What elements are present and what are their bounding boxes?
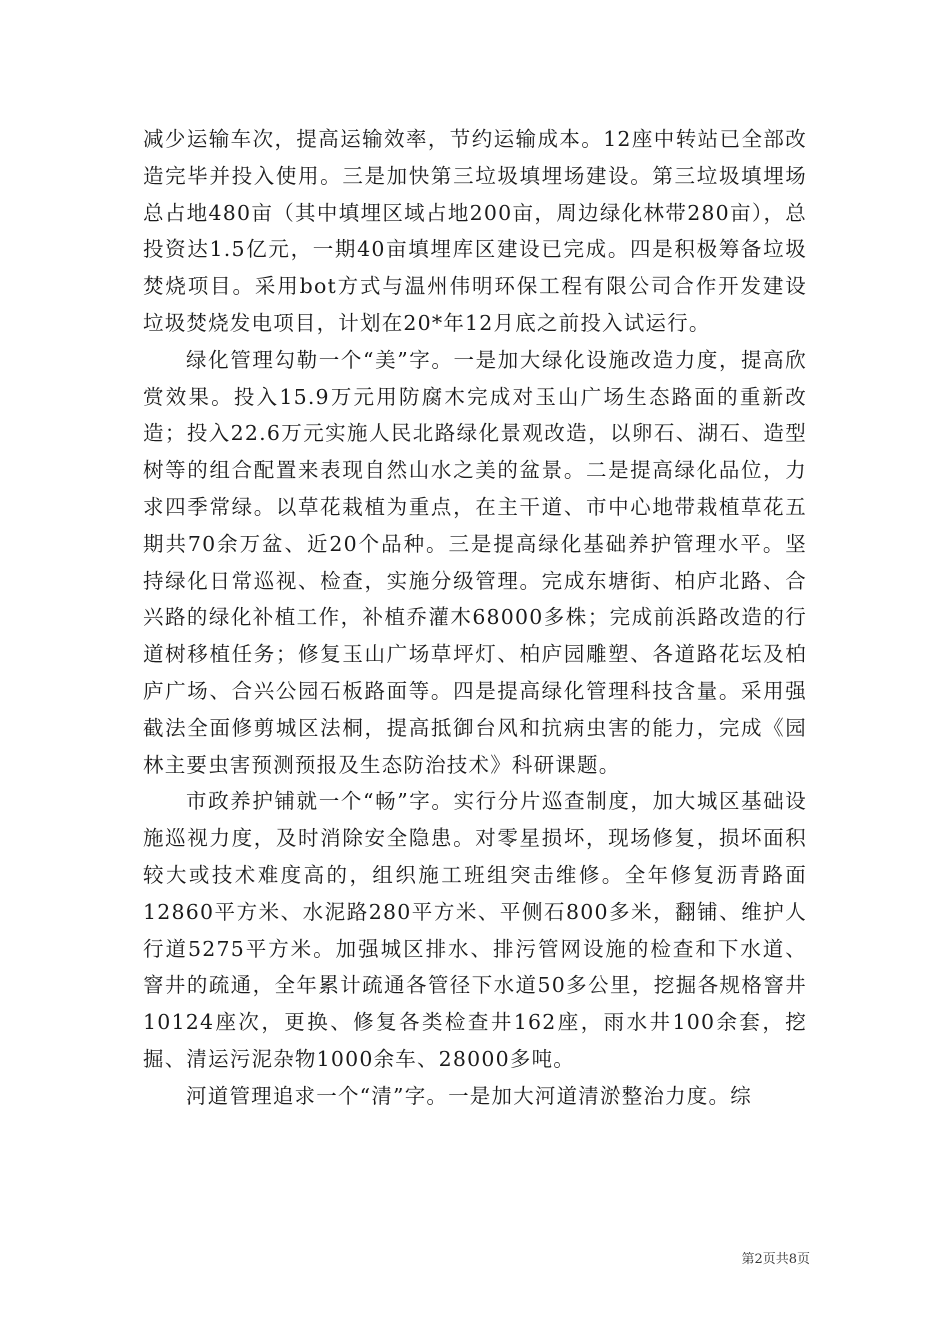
paragraph-greening: 绿化管理勾勒一个“美”字。一是加大绿化设施改造力度，提高欣赏效果。投入15.9万元用防腐木完成对玉山广场生态路面的重新改造；投入22.6万元实施人民北路绿化景观改造，以卵石、湖石、造型树等的组合配置来表现自然山水之美的盆景。二是提高绿化品位，力求四季常绿。以草花栽植为重点，在主干道、市中心地带栽植草花五期共70余万盆、近20个品种。三是提高绿化基础养护管理水平。坚持绿化日常巡视、检查，实施分级管理。完成东塘街、柏庐北路、合兴路的绿化补植工作，补植乔灌木68000多株；完成前浜路改造的行道树移植任务；修复玉山广场草坪灯、柏庐园雕塑、各道路花坛及柏庐广场、合兴公园石板路面等。四是提高绿化管理科技含量。采用强截法全面修剪城区法桐，提高抵御台风和抗病虫害的能力，完成《园林主要虫害预测预报及生态防治技术》科研课题。 bbox=[143, 347, 807, 777]
page-number: 第2页共8页 bbox=[741, 1252, 810, 1267]
paragraph-continuation: 减少运输车次，提高运输效率，节约运输成本。12座中转站已全部改造完毕并投入使用。三是加快第三垃圾填埋场建设。第三垃圾填埋场总占地480亩（其中填埋区域占地200亩，周边绿化林带280亩），总投资达1.5亿元，一期40亩填埋库区建设已完成。四是积极筹备垃圾焚烧项目。采用bot方式与温州伟明环保工程有限公司合作开发建设垃圾焚烧发电项目，计划在20*年12月底之前投入试运行。 bbox=[143, 127, 807, 335]
paragraph-municipal-maintenance: 市政养护铺就一个“畅”字。实行分片巡查制度，加大城区基础设施巡视力度，及时消除安全隐患。对零星损坏，现场修复，损坏面积较大或技术难度高的，组织施工班组突击维修。全年修复沥青路面12860平方米、水泥路280平方米、平侧石800多米，翻铺、维护人行道5275平方米。加强城区排水、排污管网设施的检查和下水道、窨井的疏通，全年累计疏通各管径下水道50多公里，挖掘各规格窨井10124座次，更换、修复各类检查井162座，雨水井100余套，挖掘、清运污泥杂物1000余车、28000多吨。 bbox=[143, 789, 807, 1071]
document-body bbox=[143, 121, 807, 1115]
paragraph-river-management: 河道管理追求一个“清”字。一是加大河道清淤整治力度。综 bbox=[186, 1083, 752, 1108]
